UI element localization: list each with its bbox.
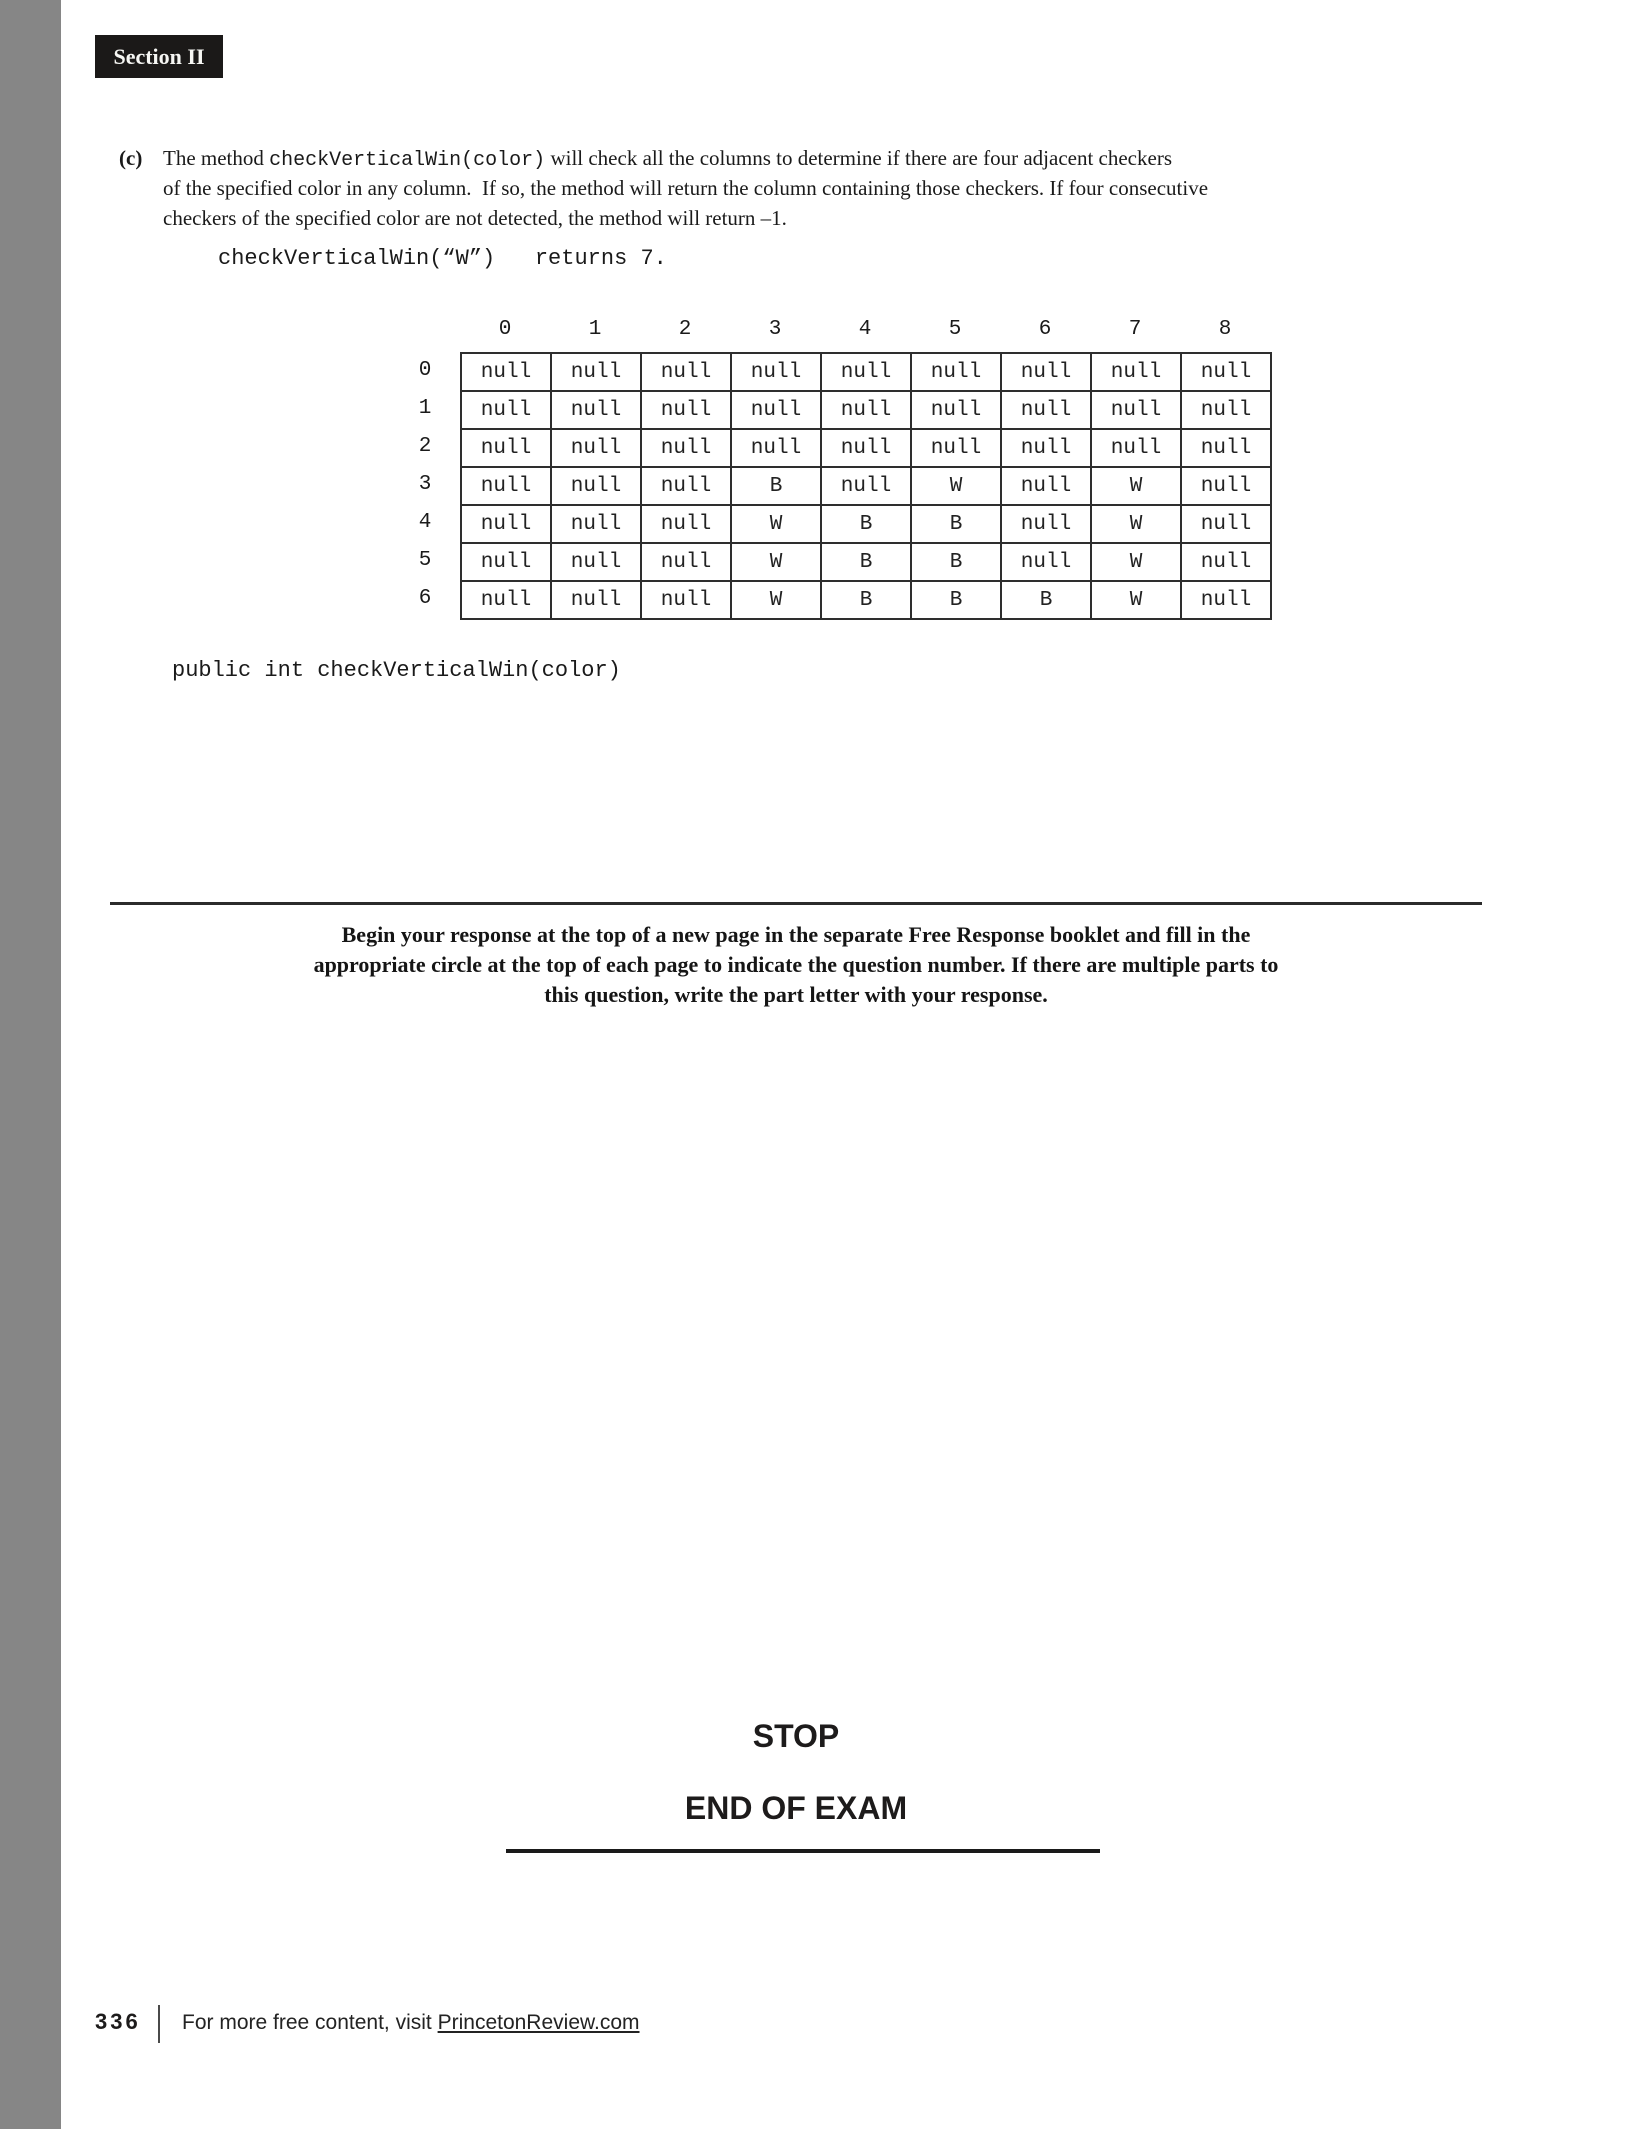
grid-cell: null <box>641 391 731 429</box>
grid-col-header: 8 <box>1218 318 1232 341</box>
grid-cell: null <box>1001 467 1091 505</box>
grid-row <box>461 391 1271 429</box>
grid-row <box>461 429 1271 467</box>
grid-row-header: 1 <box>418 397 432 420</box>
grid-cell: W <box>731 543 821 581</box>
grid-cell: B <box>821 505 911 543</box>
grid-col-header: 4 <box>858 318 872 341</box>
grid-cell: null <box>1001 429 1091 467</box>
method-signature: public int checkVerticalWin(color) <box>172 658 621 683</box>
grid-row <box>461 543 1271 581</box>
grid-cell: W <box>731 505 821 543</box>
grid-cell: null <box>551 429 641 467</box>
grid-cell: null <box>731 429 821 467</box>
section-badge-label: Section II <box>113 43 205 69</box>
instructions-line-1: Begin your response at the top of a new page in the separate Free Response booklet and fill in the <box>341 922 1251 947</box>
grid-cell: null <box>1181 505 1271 543</box>
grid-col-header: 7 <box>1128 318 1142 341</box>
grid-cell: null <box>551 353 641 391</box>
grid-cell: null <box>461 505 551 543</box>
footer-divider <box>158 2005 160 2043</box>
grid-cell: null <box>1091 429 1181 467</box>
page-edge-gray-bar <box>0 0 61 2129</box>
checkers-grid-body <box>461 353 1271 619</box>
grid-cell: null <box>821 391 911 429</box>
grid-cell: W <box>1091 581 1181 619</box>
grid-cell: null <box>641 581 731 619</box>
section-badge <box>95 35 223 78</box>
instructions-line-3: this question, write the part letter with your response. <box>544 982 1048 1007</box>
grid-cell: null <box>911 391 1001 429</box>
grid-row <box>461 353 1271 391</box>
grid-cell: null <box>641 543 731 581</box>
grid-row-headers <box>404 352 446 618</box>
end-of-exam-label: END OF EXAM <box>684 1790 908 1826</box>
grid-row-header: 4 <box>418 511 432 534</box>
footer-note-text: For more free content, visit <box>182 2011 438 2034</box>
grid-cell: null <box>461 353 551 391</box>
question-text-line-3: checkers of the specified color are not detected, the method will return –1. <box>163 206 787 230</box>
grid-row <box>461 581 1271 619</box>
grid-col-header: 5 <box>948 318 962 341</box>
grid-cell: null <box>1091 391 1181 429</box>
grid-cell: null <box>1181 429 1271 467</box>
page-number: 336 <box>95 2009 141 2034</box>
grid-cell: null <box>821 429 911 467</box>
grid-cell: null <box>731 353 821 391</box>
grid-row-header: 5 <box>418 549 432 572</box>
grid-row-header: 3 <box>418 473 432 496</box>
grid-cell: null <box>1181 581 1271 619</box>
grid-cell: null <box>1001 543 1091 581</box>
grid-cell: null <box>461 467 551 505</box>
grid-cell: null <box>821 353 911 391</box>
grid-cell: B <box>911 581 1001 619</box>
grid-cell: B <box>1001 581 1091 619</box>
grid-cell: null <box>551 581 641 619</box>
grid-cell: null <box>641 429 731 467</box>
grid-cell: null <box>641 505 731 543</box>
grid-cell: W <box>911 467 1001 505</box>
question-text: will check all the columns to determine if there are four adjacent checkers <box>545 146 1172 170</box>
grid-cell: W <box>731 581 821 619</box>
grid-col-header: 1 <box>588 318 602 341</box>
checkers-grid-table <box>460 352 1272 620</box>
response-instructions <box>110 920 1482 1010</box>
grid-cell: null <box>1091 353 1181 391</box>
grid-cell: null <box>731 391 821 429</box>
grid-cell: W <box>1091 505 1181 543</box>
grid-row <box>461 505 1271 543</box>
grid-cell: B <box>821 543 911 581</box>
grid-cell: null <box>1001 353 1091 391</box>
grid-cell: null <box>461 391 551 429</box>
grid-cell: W <box>1091 467 1181 505</box>
grid-cell: B <box>911 543 1001 581</box>
end-of-exam-underline <box>506 1849 1100 1853</box>
grid-cell: B <box>911 505 1001 543</box>
grid-cell: null <box>1181 353 1271 391</box>
instructions-line-2: appropriate circle at the top of each page to indicate the question number. If there are multiple parts to <box>313 952 1279 977</box>
grid-cell: null <box>1001 391 1091 429</box>
inline-method-name: checkVerticalWin(color) <box>269 149 546 172</box>
question-text-line-2: of the specified color in any column. If so, the method will return the column containing those checkers. If four consecutive <box>163 176 1209 200</box>
grid-cell: null <box>551 391 641 429</box>
grid-row-header: 6 <box>418 587 432 610</box>
grid-col-header: 3 <box>768 318 782 341</box>
grid-column-headers <box>460 318 1270 341</box>
grid-cell: null <box>821 467 911 505</box>
grid-col-header: 2 <box>678 318 692 341</box>
grid-cell: null <box>1181 467 1271 505</box>
grid-row <box>461 467 1271 505</box>
grid-row-header: 2 <box>418 435 432 458</box>
grid-cell: B <box>821 581 911 619</box>
grid-cell: null <box>1181 543 1271 581</box>
grid-cell: null <box>911 353 1001 391</box>
footer-princetonreview-link[interactable]: PrincetonReview.com <box>437 2011 640 2034</box>
example-method-call: checkVerticalWin(“W”) returns 7. <box>218 246 667 271</box>
grid-row-header: 0 <box>418 359 432 382</box>
grid-cell: null <box>461 543 551 581</box>
grid-cell: null <box>641 467 731 505</box>
grid-cell: null <box>551 543 641 581</box>
grid-cell: null <box>1181 391 1271 429</box>
grid-col-header: 6 <box>1038 318 1052 341</box>
question-text-line-1 <box>163 146 1172 172</box>
question-text: The method <box>163 146 270 170</box>
grid-cell: null <box>551 505 641 543</box>
grid-col-header: 0 <box>498 318 512 341</box>
footer-note <box>182 2011 640 2035</box>
grid-cell: B <box>731 467 821 505</box>
grid-cell: null <box>1001 505 1091 543</box>
stop-label: STOP <box>752 1718 840 1754</box>
question-part-label: (c) <box>119 146 143 170</box>
grid-cell: null <box>641 353 731 391</box>
grid-cell: null <box>461 429 551 467</box>
grid-cell: null <box>461 581 551 619</box>
section-divider-rule <box>110 902 1482 905</box>
grid-cell: null <box>551 467 641 505</box>
grid-cell: W <box>1091 543 1181 581</box>
grid-cell: null <box>911 429 1001 467</box>
